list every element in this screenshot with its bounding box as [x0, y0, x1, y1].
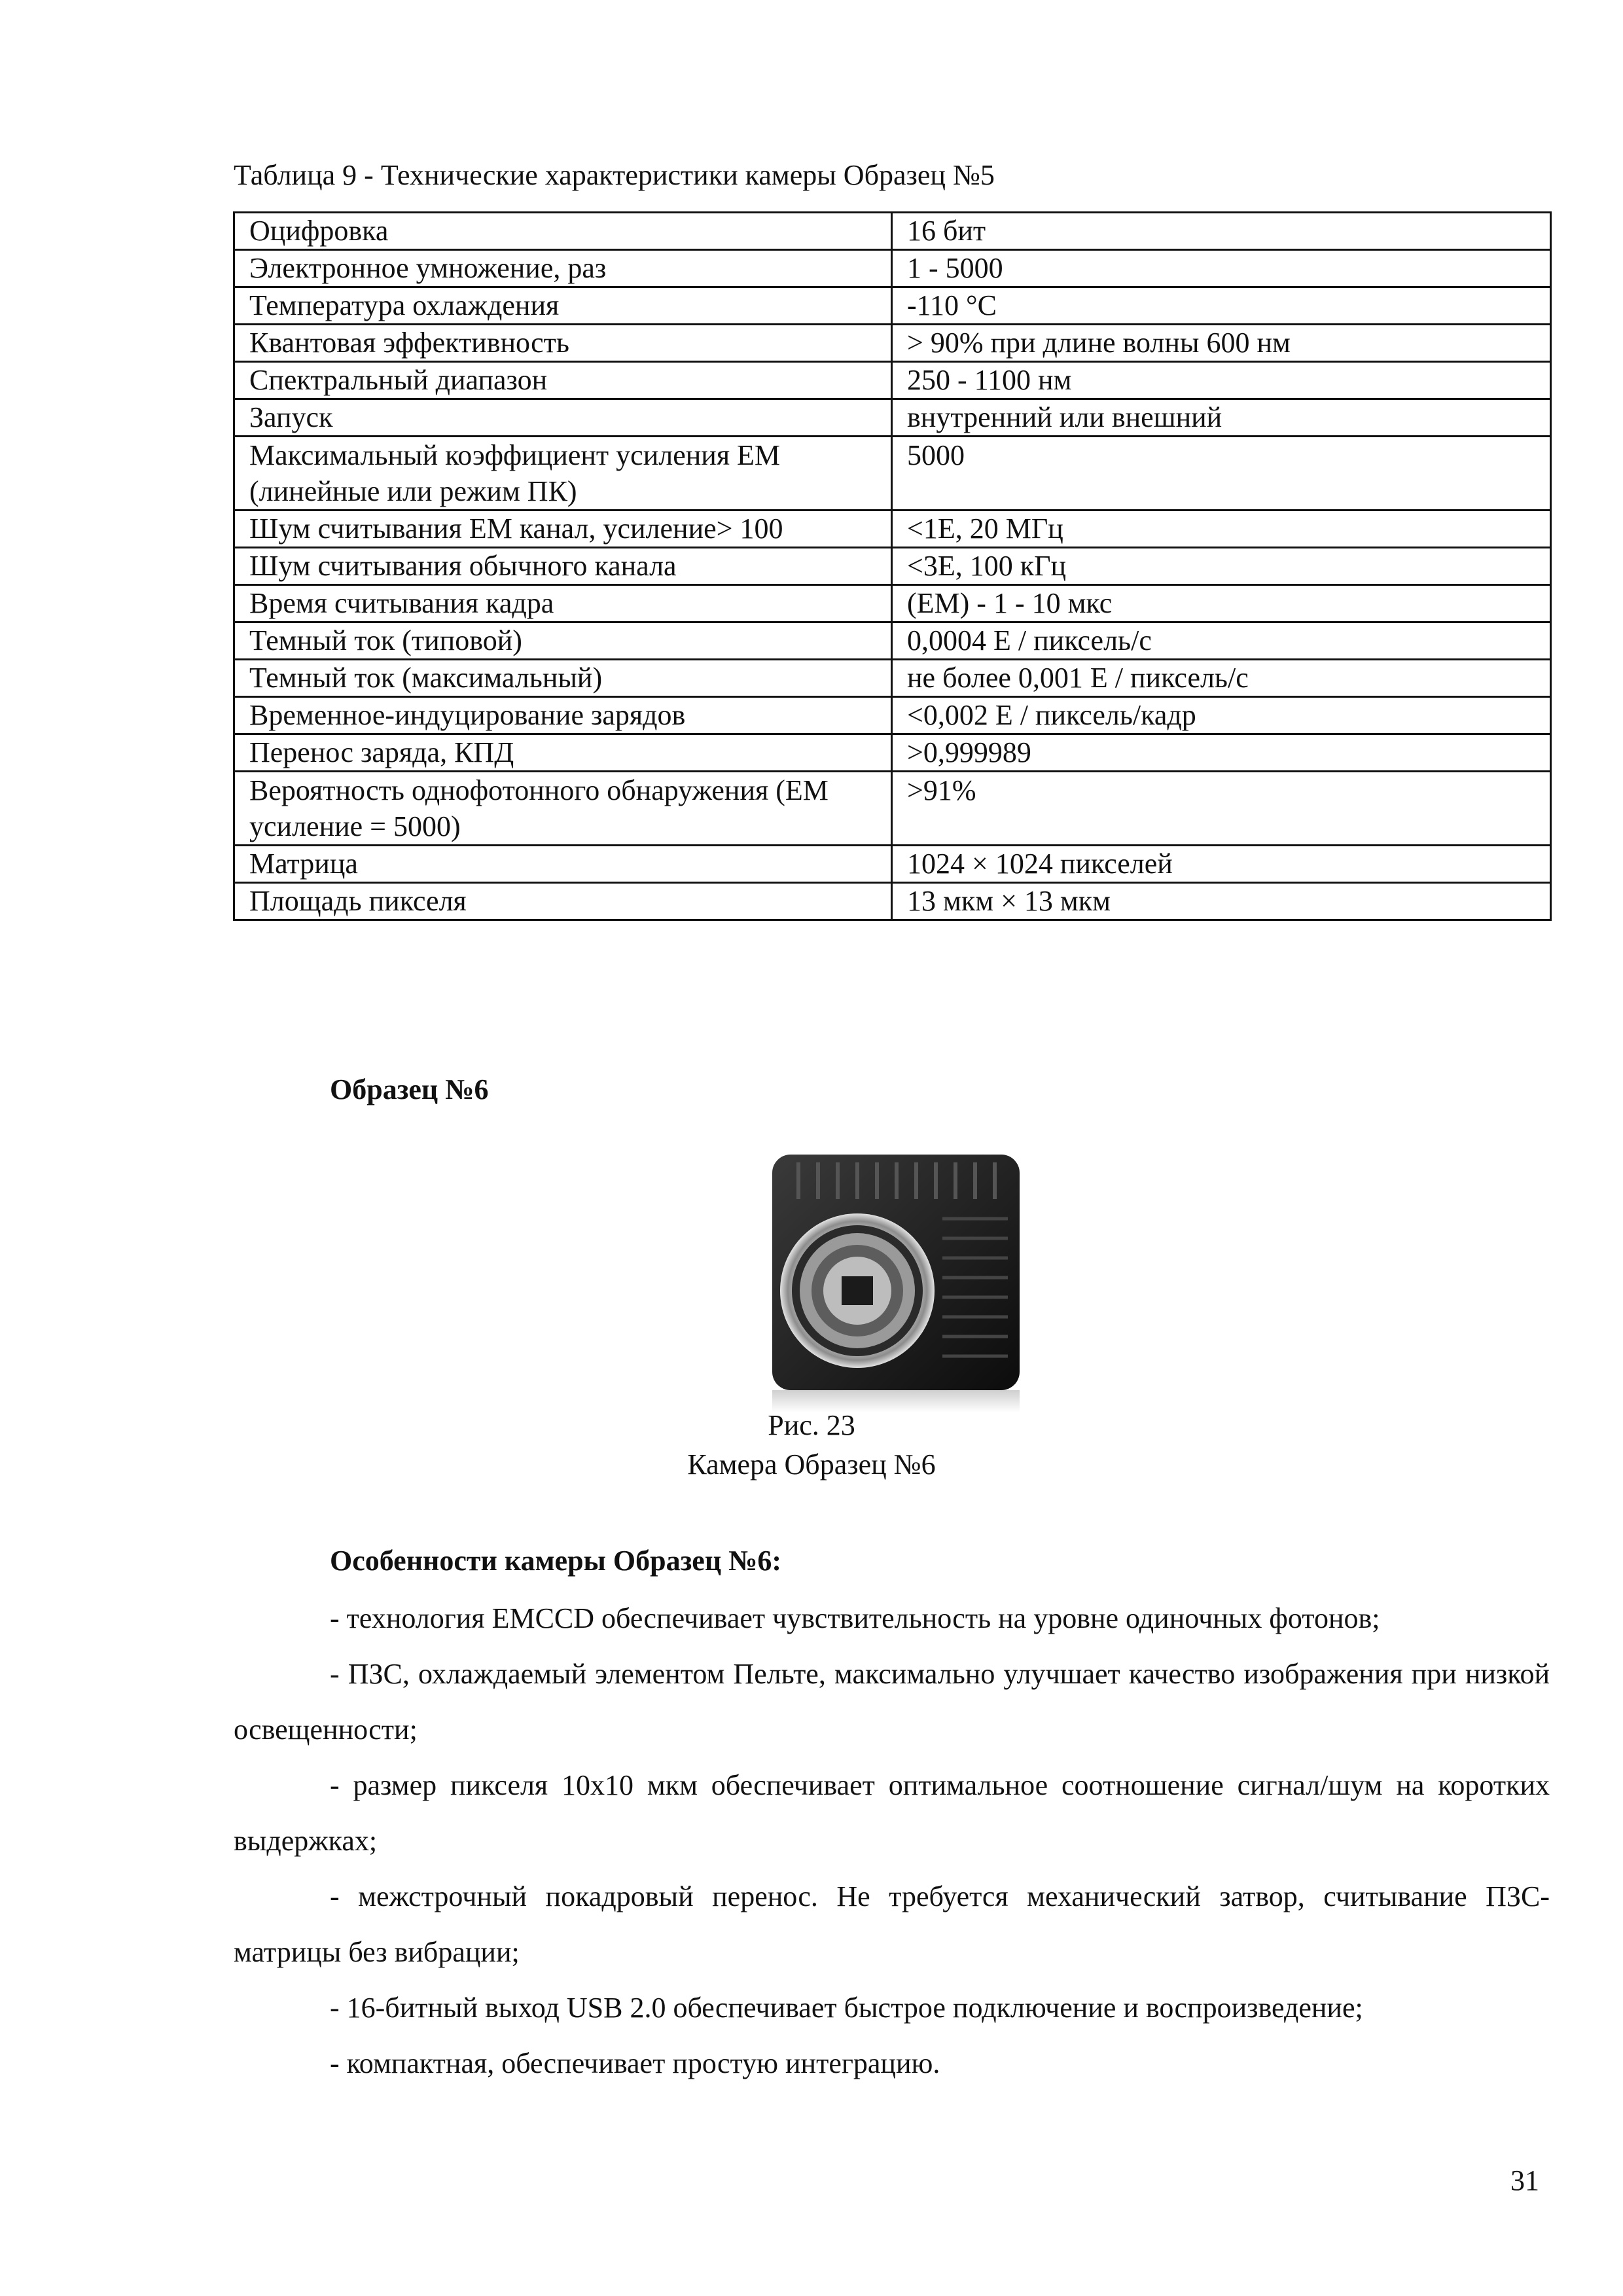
- param-name: Квантовая эффективность: [234, 325, 892, 362]
- table-row: [234, 287, 1551, 325]
- table-row: [234, 511, 1551, 548]
- param-value: 1 - 5000: [892, 250, 1551, 287]
- param-value: не более 0,001 Е / пиксель/с: [892, 660, 1551, 697]
- param-name: Электронное умножение, раз: [234, 250, 892, 287]
- feature-item: - компактная, обеспечивает простую интеграцию.: [330, 2047, 940, 2079]
- param-value: 0,0004 Е / пиксель/с: [892, 622, 1551, 660]
- camera-icon: [759, 1147, 1025, 1412]
- param-name: Спектральный диапазон: [234, 362, 892, 399]
- param-name: Шум считывания ЕМ канал, усиление> 100: [234, 511, 892, 548]
- table-row: [234, 437, 1551, 511]
- param-value: 16 бит: [892, 213, 1551, 250]
- param-name: Максимальный коэффициент усиления ЕМ (линейные или режим ПК): [234, 437, 892, 511]
- param-name: Временное-индуцирование зарядов: [234, 697, 892, 734]
- table-row: [234, 772, 1551, 846]
- table-row: [234, 883, 1551, 920]
- param-value: 1024 × 1024 пикселей: [892, 846, 1551, 883]
- param-name: Матрица: [234, 846, 892, 883]
- feature-item: - межстрочный покадровый перенос. Не требуется механический затвор, считывание ПЗС-матрицы без вибрации;: [234, 1880, 1550, 1968]
- table-row: [234, 213, 1551, 250]
- param-value: -110 °C: [892, 287, 1551, 325]
- table-row: [234, 660, 1551, 697]
- table-row: [234, 734, 1551, 772]
- param-name: Площадь пикселя: [234, 883, 892, 920]
- param-name: Оцифровка: [234, 213, 892, 250]
- table-row: [234, 399, 1551, 437]
- param-value: >91%: [892, 772, 1551, 846]
- param-value: <3E, 100 кГц: [892, 548, 1551, 585]
- param-name: Время считывания кадра: [234, 585, 892, 622]
- table-row: [234, 548, 1551, 585]
- section-heading: Образец №6: [330, 1073, 489, 1105]
- feature-item: - технология EMCCD обеспечивает чувствительность на уровне одиночных фотонов;: [330, 1602, 1380, 1634]
- camera-image: [759, 1147, 1025, 1412]
- param-name: Температура охлаждения: [234, 287, 892, 325]
- feature-item: - 16-битный выход USB 2.0 обеспечивает быстрое подключение и воспроизведение;: [330, 1992, 1363, 2024]
- feature-item: - размер пикселя 10х10 мкм обеспечивает оптимальное соотношение сигнал/шум на коротких выдержках;: [234, 1769, 1550, 1857]
- param-name: Темный ток (максимальный): [234, 660, 892, 697]
- param-name: Шум считывания обычного канала: [234, 548, 892, 585]
- param-name: Перенос заряда, КПД: [234, 734, 892, 772]
- param-value: <1E, 20 МГц: [892, 511, 1551, 548]
- figure-caption: Камера Образец №6: [687, 1448, 936, 1480]
- table-row: [234, 846, 1551, 883]
- param-value: 250 - 1100 нм: [892, 362, 1551, 399]
- table-row: [234, 697, 1551, 734]
- param-value: >0,999989: [892, 734, 1551, 772]
- features-title: Особенности камеры Образец №6:: [330, 1545, 782, 1577]
- table-caption: Таблица 9 - Технические характеристики камеры Образец №5: [234, 159, 995, 191]
- param-value: <0,002 Е / пиксель/кадр: [892, 697, 1551, 734]
- param-value: > 90% при длине волны 600 нм: [892, 325, 1551, 362]
- param-value: (ЕМ) - 1 - 10 мкс: [892, 585, 1551, 622]
- page-number: 31: [1510, 2164, 1539, 2197]
- figure-label: Рис. 23: [768, 1409, 855, 1441]
- table-row: [234, 585, 1551, 622]
- table-row: [234, 622, 1551, 660]
- param-value: внутренний или внешний: [892, 399, 1551, 437]
- param-name: Вероятность однофотонного обнаружения (ЕМ усиление = 5000): [234, 772, 892, 846]
- table-row: [234, 325, 1551, 362]
- table-row: [234, 250, 1551, 287]
- feature-item: - ПЗС, охлаждаемый элементом Пельте, максимально улучшает качество изображения при низкой освещенности;: [234, 1658, 1550, 1746]
- table-row: [234, 362, 1551, 399]
- param-value: 13 мкм × 13 мкм: [892, 883, 1551, 920]
- param-value: 5000: [892, 437, 1551, 511]
- param-name: Запуск: [234, 399, 892, 437]
- spec-table: [233, 211, 1552, 921]
- param-name: Темный ток (типовой): [234, 622, 892, 660]
